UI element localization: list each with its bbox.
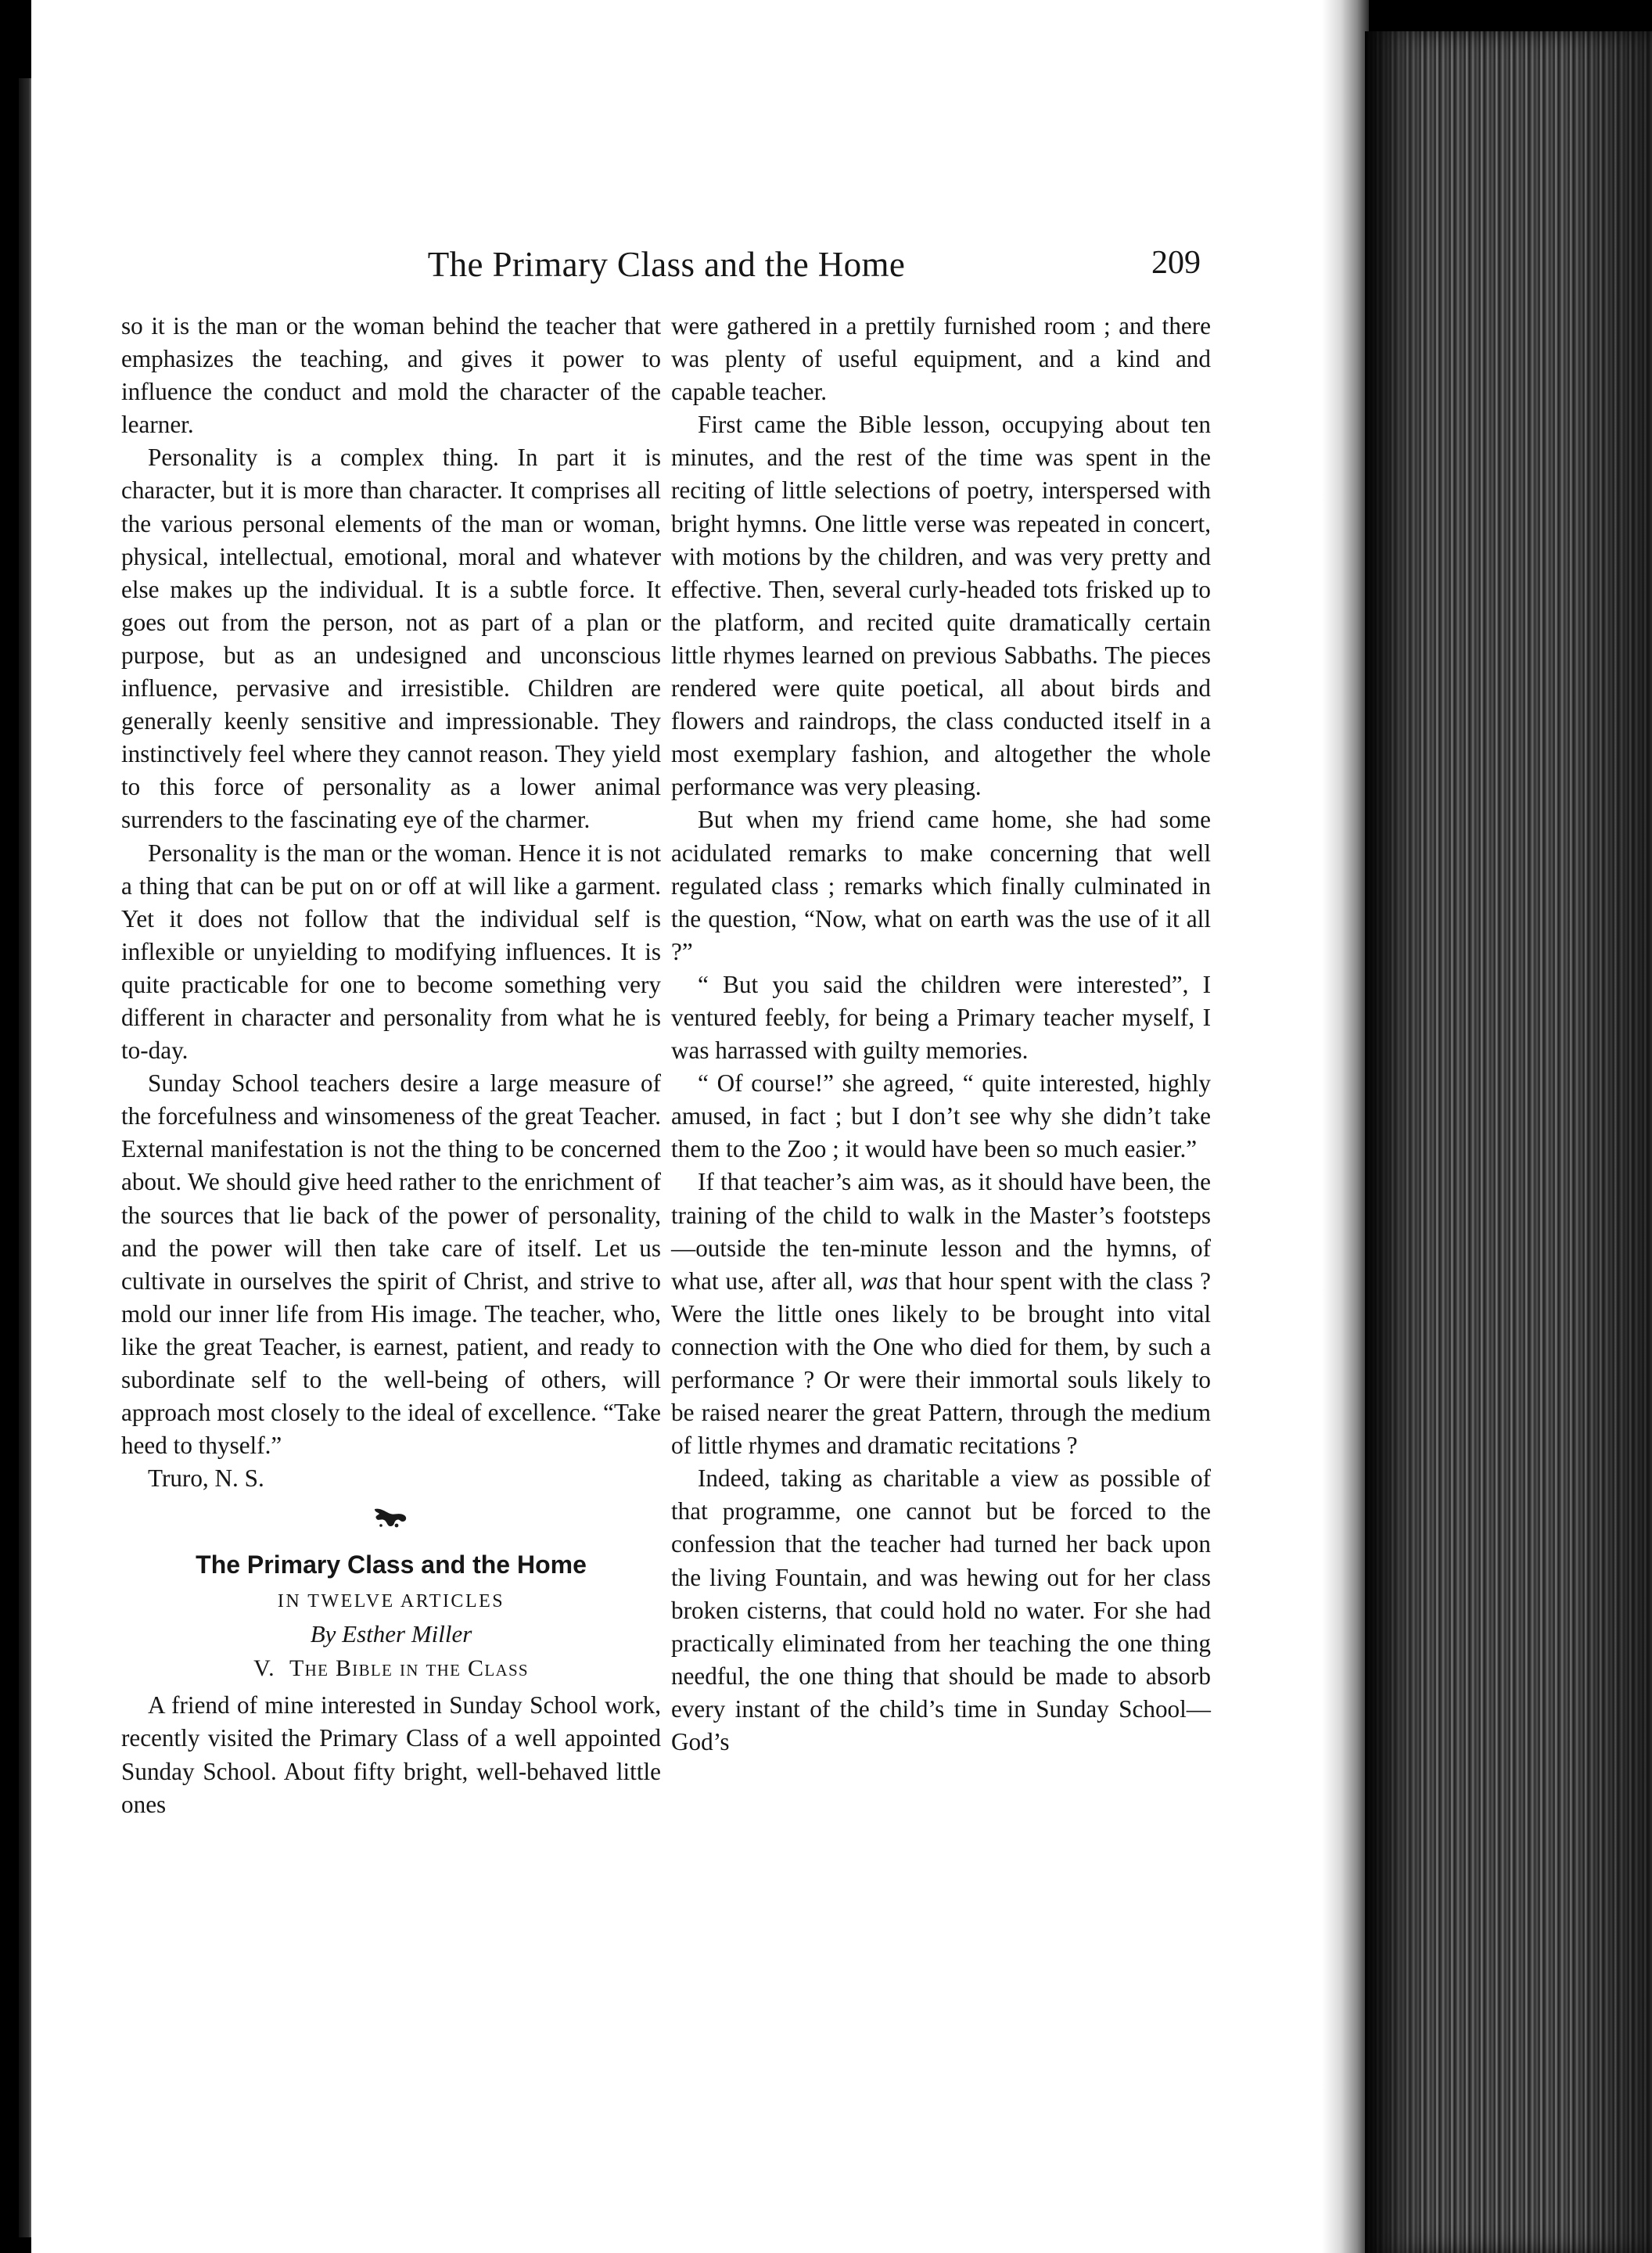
paragraph: But when my friend came home, she had some acidulated remarks to make concerning that well regulated class ; remarks which finally culminated in the question, “Now, what on earth was the use of it all ?” (671, 806, 1211, 965)
paragraph (671, 1166, 1211, 1462)
page-gutter-shadow (1322, 0, 1369, 2253)
page-number: 209 (1151, 245, 1201, 281)
left-column (121, 310, 661, 1821)
article-title: The Primary Class and the Home (196, 1551, 587, 1579)
article-byline: By Esther Miller (310, 1620, 472, 1648)
scan-left-margin (0, 0, 19, 2253)
section-ornament-icon (121, 1504, 661, 1537)
right-column (671, 310, 1211, 1759)
paragraph: “ But you said the children were interested”, I ventured feebly, for being a Primary teacher myself, I was harrassed with guilty memories. (671, 970, 1211, 1065)
paragraph: First came the Bible lesson, occupying about ten minutes, and the rest of the time was spent in the reciting of little selections of poetry, interspersed with bright hymns. One little verse was repeated in concert, with motions by the children, and was very pretty and effective. Then, several curly-headed tots frisked up to the platform, and recited quite dramatically certain little rhymes learned on previous Sabbaths. The pieces rendered were quite poetical, all about birds and flowers and raindrops, the class conducted itself in a most exemplary fashion, and altogether the whole performance was very pleasing. (671, 411, 1211, 801)
chapter-number: V. (253, 1655, 275, 1682)
chapter-heading (121, 1651, 661, 1686)
paragraph: Personality is the man or the woman. Hence it is not a thing that can be put on or off at will like a garment. Yet it does not follow that the individual self is inflexible or unyielding to modifying influences. It is quite practicable for one to become something very different in character and personality from what he is to-day. (121, 839, 661, 1065)
paragraph: Personality is a complex thing. In part it is character, but it is more than character. It comprises all the various personal elements of the man or woman, physical, intellectual, emotional, moral and whatever else makes up the individual. It is a subtle force. It goes out from the person, not as part of a plan or purpose, but as an undesigned and unconscious influence, pervasive and irresistible. Children are generally keenly sensitive and impressionable. They instinctively feel where they cannot reason. They yield to this force of personality as a lower animal surrenders to the fascinating eye of the charmer. (121, 444, 661, 834)
paragraph: A friend of mine interested in Sunday School work, recently visited the Primary Class of a well appointed Sunday School. About fifty bright, well-behaved little ones (121, 1691, 661, 1818)
paragraph: Indeed, taking as charitable a view as possible of that programme, one cannot but be forced to the confession that the teacher had turned her back upon the living Fountain, and was hewing out for her class broken cisterns, that could hold no water. For she had practically eliminated from her teaching the one thing needful, the one thing that should be made to absorb every instant of the child’s time in Sunday School—God’s (671, 1464, 1211, 1756)
article-series: IN TWELVE ARTICLES (277, 1591, 505, 1612)
paragraph: so it is the man or the woman behind the teacher that emphasizes the teaching, and gives it power to influence the conduct and mold the character of the learner. (121, 312, 661, 439)
book-fore-edge-shade (1365, 31, 1428, 2253)
paragraph-text: that hour spent with the class ? Were the little ones likely to be brought into vital connection with the One who died for them, by such a performance ? Or were their immortal souls likely to be raised nearer the great Pattern, through the medium of little rhymes and dramatic recitations ? (671, 1267, 1212, 1460)
chapter-title: The Bible in the Class (289, 1655, 529, 1682)
paragraph: were gathered in a prettily furnished room ; and there was plenty of useful equipment, and a kind and capable teacher. (671, 312, 1211, 406)
emphasis-text: was (860, 1267, 899, 1295)
paragraph: Sunday School teachers desire a large measure of the forcefulness and winsomeness of the great Teacher. External manifestation is not the thing to be concerned about. We should give heed rather to the enrichment of the sources that lie back of the power of personality, and the power will then take care of itself. Let us cultivate in ourselves the spirit of Christ, and strive to mold our inner life from His image. The teacher, who, like the great Teacher, is earnest, patient, and ready to subordinate self to the well-being of others, will approach most closely to the ideal of excellence. “Take heed to thyself.” (121, 1069, 661, 1460)
signature-place: Truro, N. S. (148, 1464, 264, 1493)
paragraph: “ Of course!” she agreed, “ quite interested, highly amused, in fact ; but I don’t see why she didn’t take them to the Zoo ; it would have been so much easier.” (671, 1069, 1211, 1163)
book-fore-edge-dark (1564, 31, 1652, 2253)
running-head: The Primary Class and the Home (427, 245, 906, 284)
paragraph-text: If that teacher’s aim was, as it should have been, the training of the child to walk in the Master’s footsteps—outside the ten-minute lesson and the hymns, of what use, after all, (671, 1168, 1211, 1295)
